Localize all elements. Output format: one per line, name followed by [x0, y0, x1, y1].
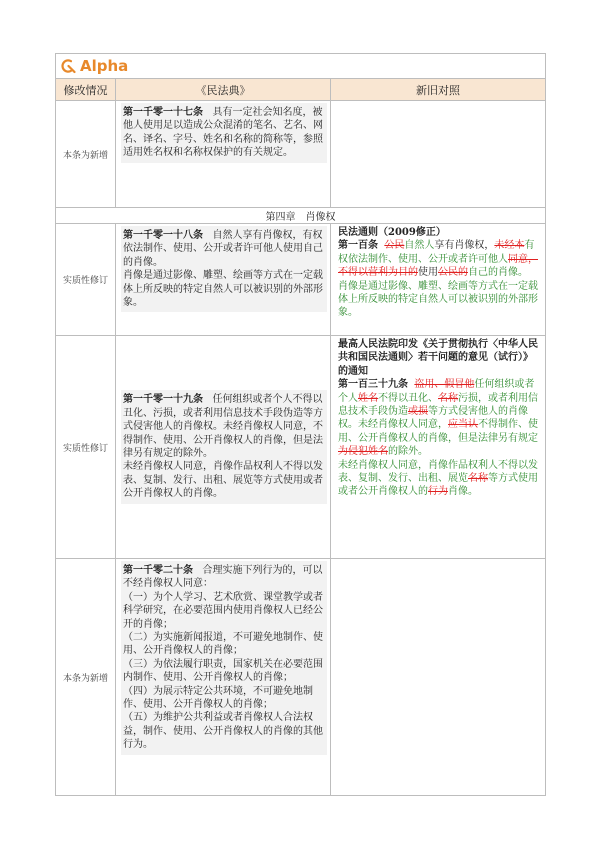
- list-item: （一）为个人学习、艺术欣赏、课堂教学或者科学研究，在必要范围内使用肖像权人已经公开的肖像；: [123, 591, 323, 630]
- article-number: 第一千零一十九条: [123, 394, 203, 406]
- article-text: 具有一定社会知名度，被他人使用足以造成公众混淆的笔名、艺名、网名、译名、字号、姓名和名称的简称等，参照适用姓名权和名称权保护的有关规定。: [123, 107, 323, 159]
- deleted-text: 未经本: [494, 240, 525, 252]
- article-number: 第一千零二十条: [123, 565, 193, 576]
- compare-source: 最高人民法院印发《关于贯彻执行〈中华人民共和国民法通则〉若干问题的意见（试行）》的通知: [338, 339, 538, 377]
- deleted-text: 名称: [438, 392, 458, 404]
- law-cell: [116, 224, 331, 336]
- article-number: 第一千零一十八条: [123, 230, 203, 241]
- compare-cell: [331, 224, 546, 336]
- added-text: 等方式侵害他人的肖像权。未经肖像权人同意，: [338, 406, 528, 431]
- article-para-1: 自然人享有肖像权，有权依法制作、使用、公开或者许可他人使用自己的肖像。: [123, 230, 323, 268]
- added-text: 自然人: [404, 240, 435, 252]
- law-cell: [116, 559, 331, 796]
- added-paragraph: 肖像是通过影像、雕塑、绘画等方式在一定载体上所反映的特定自然人可以被识别的外部形象。: [338, 280, 538, 319]
- table-row: [56, 336, 546, 559]
- header-compare: 新旧对照: [331, 79, 546, 101]
- added-text: 污损，或者利用信息技术手段伪造: [338, 392, 538, 418]
- compare-article-number: 第一百条: [338, 240, 378, 252]
- list-item: （二）为实施新闻报道，不可避免地制作、使用、公开肖像权人的肖像；: [123, 632, 323, 657]
- list-item: （四）为展示特定公共环境，不可避免地制作、使用、公开肖像权人的肖像；: [123, 685, 313, 711]
- added-text: 有权依法制作、使用、公开或者许可他人: [338, 240, 535, 265]
- deleted-text: 公民: [384, 240, 405, 252]
- added-text: 等方式使用或者公开肖像权人的: [338, 473, 538, 498]
- compare-source: 民法通则（2009修正）: [338, 227, 446, 238]
- list-item: （五）为维护公共利益或者肖像权人合法权益，制作、使用、公开肖像权人的肖像的其他行为。: [123, 712, 323, 751]
- chapter-title: 第四章 肖像权: [56, 208, 546, 224]
- deleted-text: 盗用、假冒他: [414, 379, 475, 391]
- status-cell: 实质性修订: [56, 336, 116, 559]
- law-cell: [116, 101, 331, 208]
- deleted-text: 或损: [408, 406, 428, 418]
- deleted-text: 行为: [428, 486, 448, 498]
- added-text: 不得制作、使用、公开肖像权人的肖像，但是法律另有规定: [338, 419, 538, 444]
- added-text: 肖像。: [448, 486, 478, 498]
- compare-article-number: 第一百三十九条: [338, 379, 408, 391]
- added-text: 的除外。: [388, 446, 428, 458]
- header-law: 《民法典》: [116, 79, 331, 101]
- added-text: 自己的肖像。: [468, 267, 528, 279]
- compare-cell: [331, 559, 546, 796]
- status-cell: 实质性修订: [56, 224, 116, 336]
- deleted-text: 为侵犯姓名: [338, 446, 388, 458]
- kept-text: 使用: [418, 267, 438, 279]
- article-para-2: 肖像是通过影像、雕塑、绘画等方式在一定载体上所反映的特定自然人可以被识别的外部形象。: [123, 270, 323, 309]
- table-row: [56, 559, 546, 796]
- article-para-1: 任何组织或者个人不得以丑化、污损，或者利用信息技术手段伪造等方式侵害他人的肖像权。未经肖像权人同意，不得制作、使用、公开肖像权人的肖像，但是法律另有规定的除外。: [123, 394, 323, 459]
- list-item: （三）为依法履行职责，国家机关在必要范围内制作、使用、公开肖像权人的肖像；: [123, 658, 323, 684]
- law-cell: [116, 336, 331, 559]
- article-para-2: 未经肖像权人同意，肖像作品权利人不得以发表、复制、发行、出租、展览等方式使用或者公开肖像权人的肖像。: [123, 461, 323, 500]
- deleted-text: 公民的: [438, 267, 468, 279]
- status-cell: 本条为新增: [56, 559, 116, 796]
- deleted-text: 名称: [468, 473, 488, 485]
- alpha-logo-icon: [60, 58, 76, 74]
- added-text: 不得以丑化、: [378, 392, 438, 404]
- chapter-row: [56, 208, 546, 224]
- kept-text: 享有肖像权，: [434, 240, 495, 252]
- added-text: 未经肖像权人同意，肖像作品权利人不得以发表、复制、发行、出租、展览: [338, 459, 538, 485]
- header-status: 修改情况: [56, 79, 116, 101]
- brand-bar: [56, 54, 546, 79]
- comparison-table: [55, 53, 546, 796]
- status-cell: 本条为新增: [56, 101, 116, 208]
- deleted-text: 应当认: [448, 419, 478, 431]
- deleted-text: 姓名: [358, 392, 378, 404]
- compare-cell: [331, 101, 546, 208]
- brand-name: Alpha: [80, 57, 129, 75]
- table-row: [56, 101, 546, 208]
- article-number: 第一千零一十七条: [123, 107, 203, 118]
- article-intro: 合理实施下列行为的，可以不经肖像权人同意：: [123, 565, 323, 590]
- compare-cell: [331, 336, 546, 559]
- deleted-text: 同意，不得以营利为目的: [338, 253, 538, 279]
- document-page: [55, 53, 545, 796]
- table-row: [56, 224, 546, 336]
- table-header-row: [56, 79, 546, 101]
- added-text: 任何组织或者个人: [338, 379, 535, 404]
